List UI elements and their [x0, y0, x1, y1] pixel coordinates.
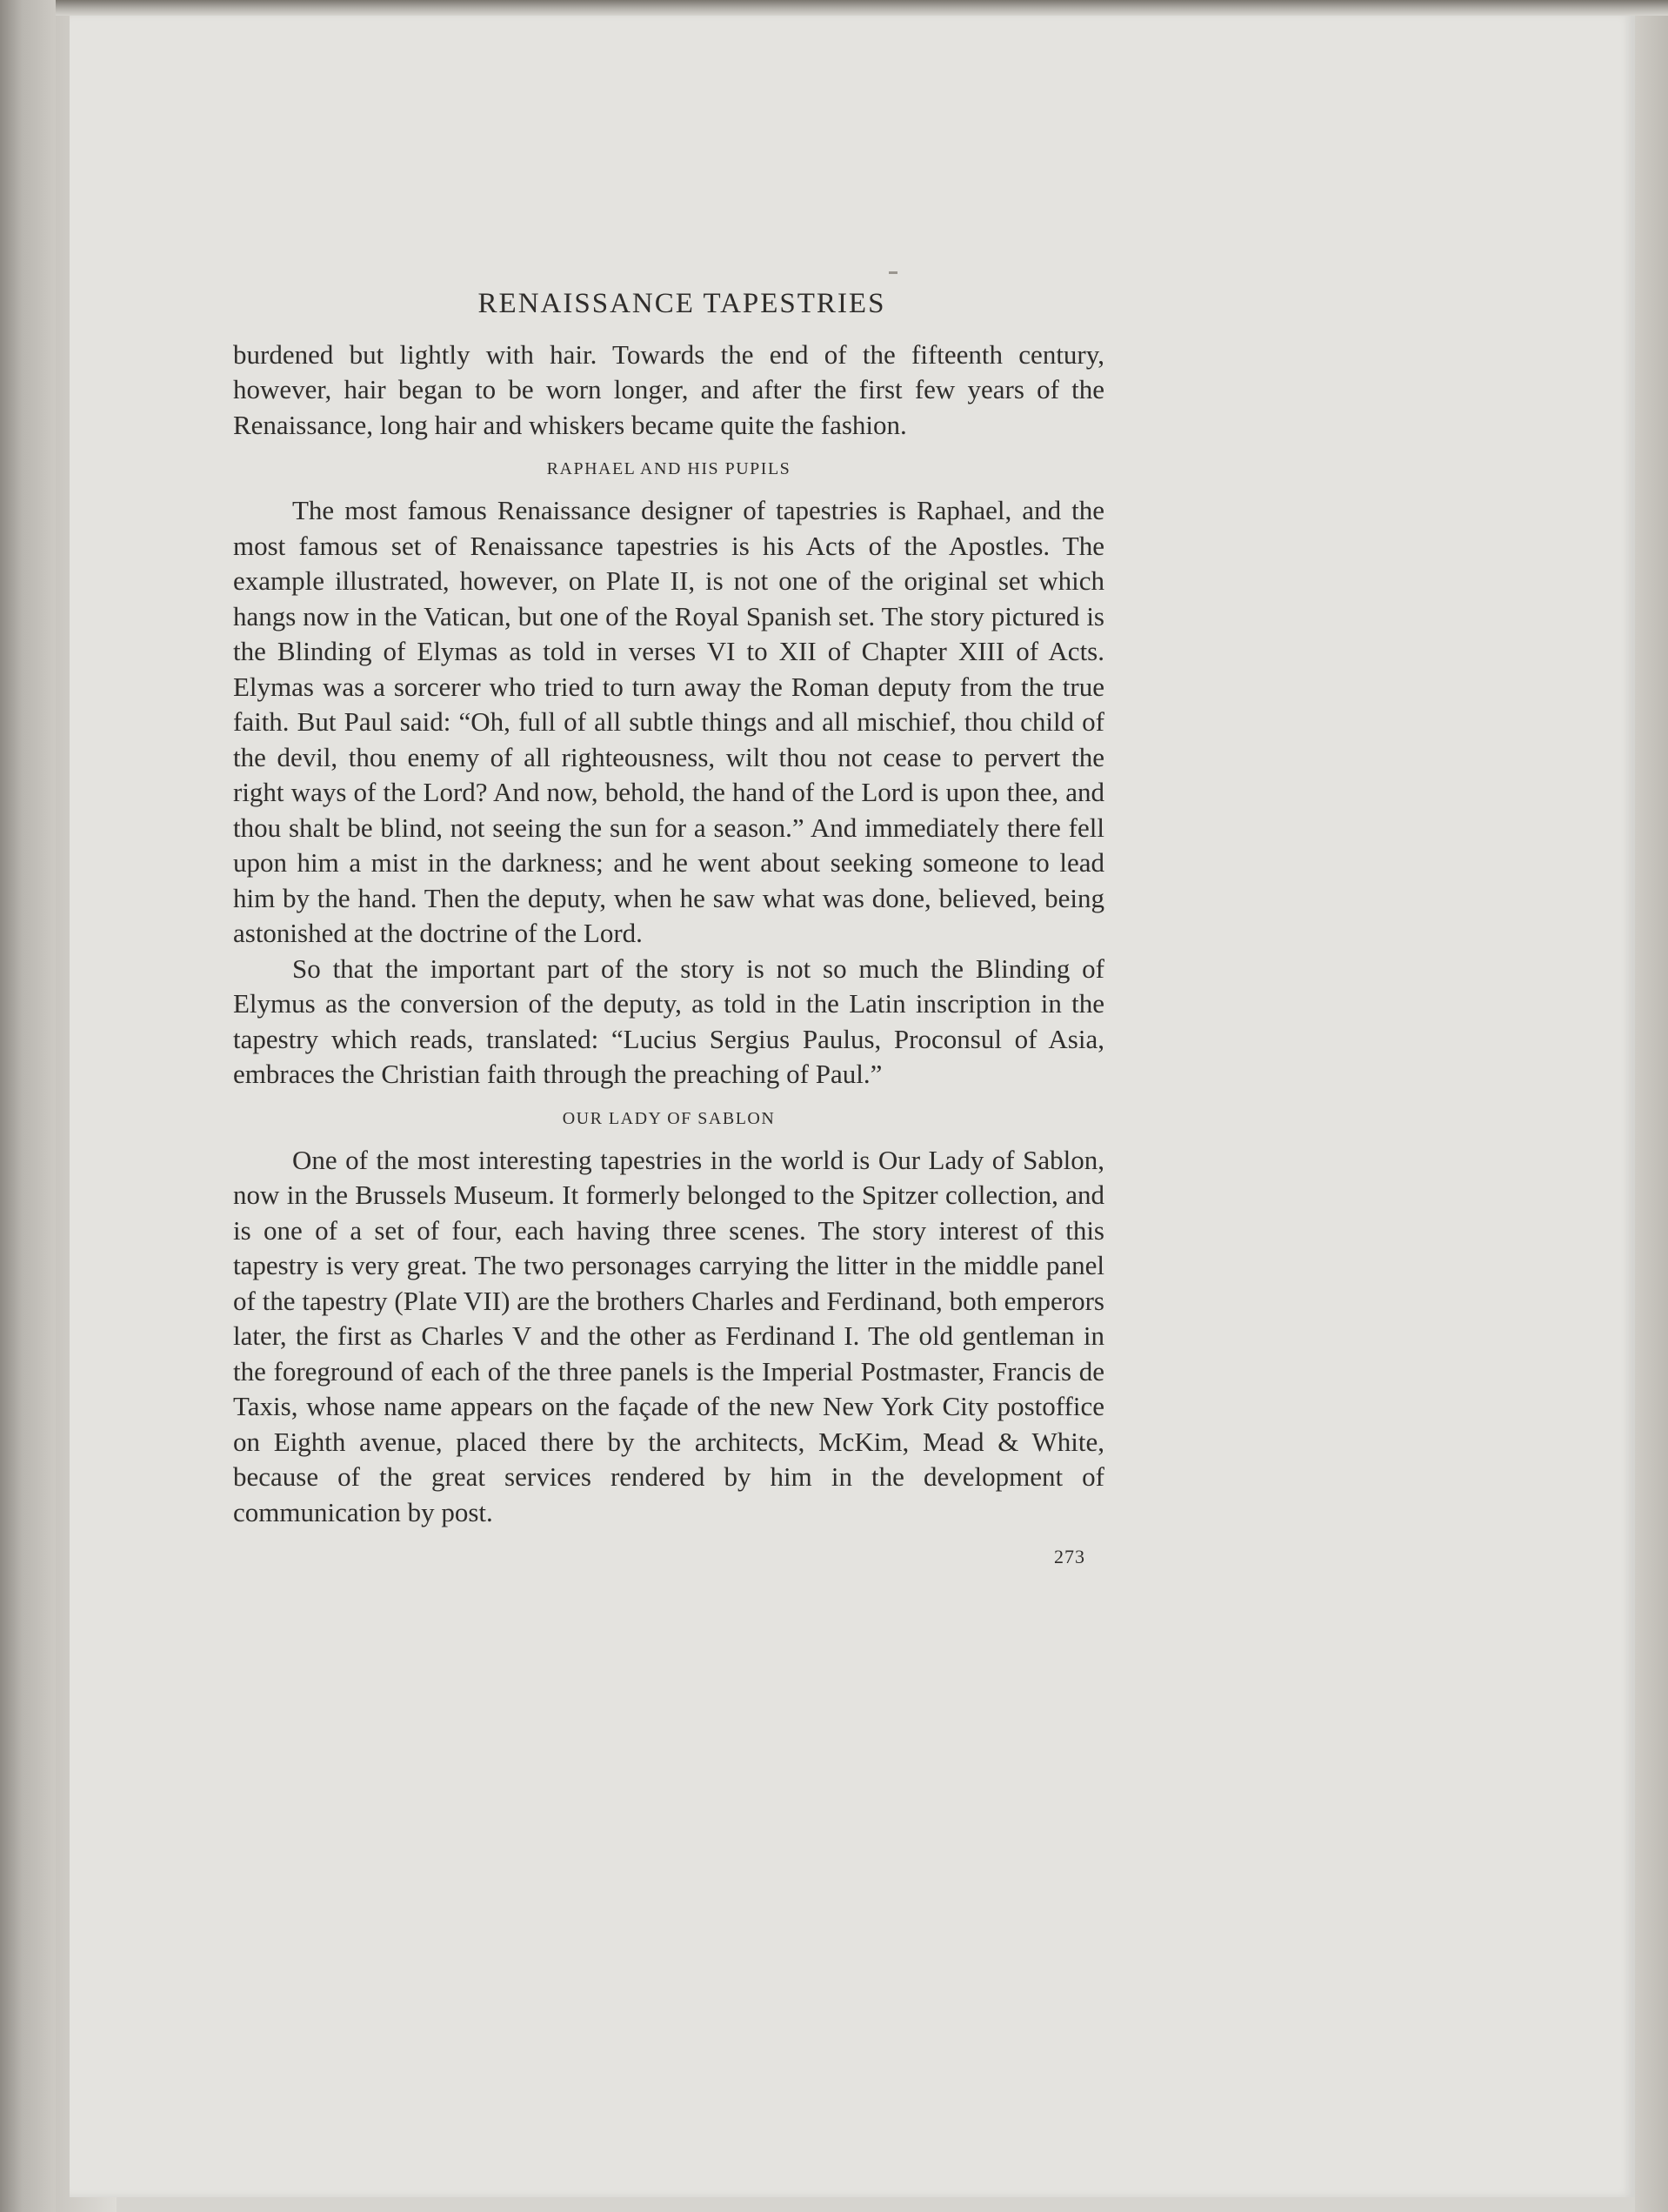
section-heading-sablon: OUR LADY OF SABLON	[562, 1108, 776, 1128]
paragraph-intro: burdened but lightly with hair. Towards the end of the fifteenth century, however, hair began to be worn longer, and after the first few years of the Renaissance, long hair and whiskers became quite the fashion.	[233, 338, 1104, 440]
book-binding-edge	[0, 0, 56, 2212]
section-heading-raphael: RAPHAEL AND HIS PUPILS	[546, 459, 791, 479]
top-page-edge	[56, 0, 1668, 16]
page-number: 273	[1054, 1546, 1085, 1568]
page-stack-edge	[1635, 0, 1668, 2212]
paragraph-raphael-2: So that the important part of the story is not so much the Blinding of Elymus as the conversion of the deputy, as told in the Latin inscription in the tapestry which reads, translated: “Lucius Sergius Paulus, Proconsul of Asia, embraces the Christian faith through the preaching of Paul.”	[233, 952, 1104, 1090]
page-text-block	[233, 287, 1104, 1568]
paragraph-raphael-1: The most famous Renaissance designer of tapestries is Raphael, and the most famous set of Renaissance tapestries is his Acts of the Apostles. The example illustrated, however, on Plate II, is not one of the original set which hangs now in the Vatican, but one of the Royal Spanish set. The story pictured is the Blinding of Elymas as told in verses VI to XII of Chapter XIII of Acts. Elymas was a sorcerer who tried to turn away the Roman deputy from the true faith. But Paul said: “Oh, full of all subtle things and all mischief, thou child of the devil, thou enemy of all righteousness, wilt thou not cease to pervert the right ways of the Lord? And now, behold, the hand of the Lord is upon thee, and thou shalt be blind, not seeing the sun for a season.” And immediately there fell upon him a mist in the darkness; and he went about seeking someone to lead him by the hand. Then the deputy, when he saw what was done, believed, being astonished at the doctrine of the Lord.	[233, 495, 1104, 949]
printer-mark	[889, 271, 897, 274]
paragraph-sablon-1: One of the most interesting tapestries in the world is Our Lady of Sablon, now in the Brussels Museum. It formerly belonged to the Spitzer collection, and is one of a set of four, each having three scenes. The story interest of this tapestry is very great. The two personages carrying the litter in the middle panel of the tapestry (Plate VII) are the brothers Charles and Ferdinand, both emperors later, the first as Charles V and the other as Ferdinand I. The old gentleman in the foreground of each of the three panels is the Imperial Postmaster, Francis de Taxis, whose name appears on the façade of the new New York City postoffice on Eighth avenue, placed there by the architects, McKim, Mead & White, because of the great services rendered by him in the development of communication by post.	[233, 1144, 1104, 1527]
running-head: RENAISSANCE TAPESTRIES	[477, 288, 886, 319]
